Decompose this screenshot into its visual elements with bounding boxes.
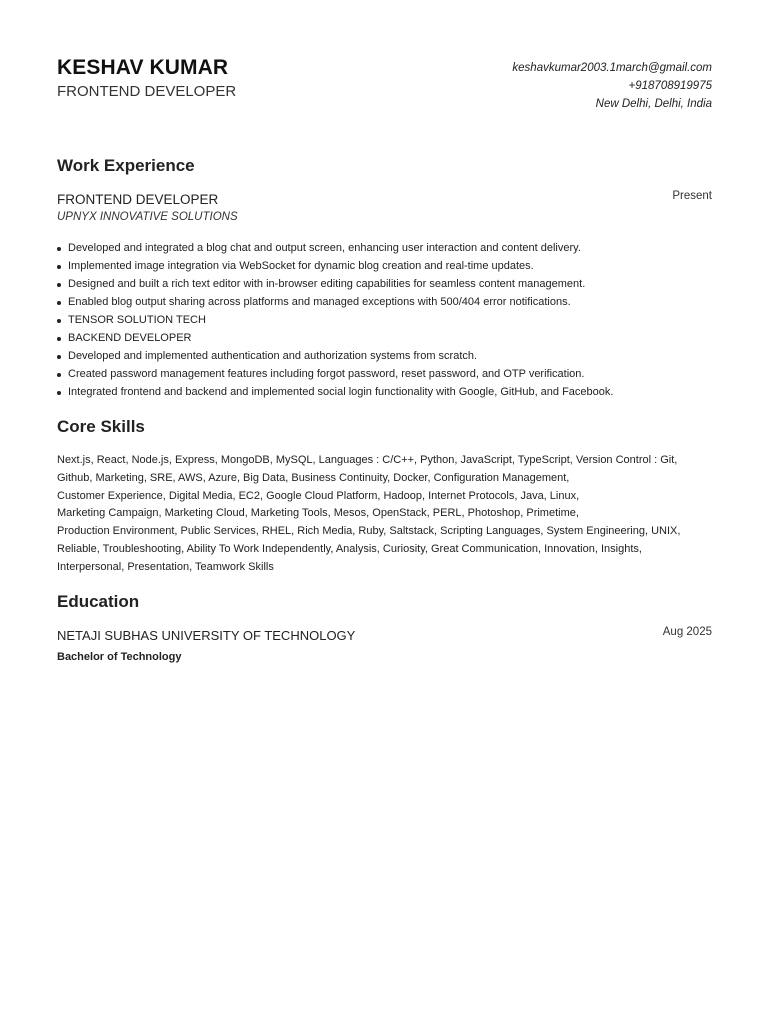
bullet-icon [57, 391, 61, 395]
resume-header [57, 54, 712, 140]
education-date: Aug 2025 [662, 626, 712, 638]
work-experience-heading: Work Experience [57, 156, 195, 175]
education-heading: Education [57, 592, 140, 611]
bullet-icon [57, 355, 61, 359]
list-item [57, 329, 712, 347]
list-item [57, 257, 712, 275]
skills-line: Github, Marketing, SRE, AWS, Azure, Big Data, Business Continuity, Docker, Configuration Management, [57, 471, 570, 484]
list-item [57, 311, 712, 329]
bullet-text: Developed and integrated a blog chat and output screen, enhancing user interaction and content delivery. [68, 242, 581, 254]
list-item [57, 293, 712, 311]
skills-line: Customer Experience, Digital Media, EC2, Google Cloud Platform, Hadoop, Internet Protocols, Java, Linux, [57, 489, 580, 502]
bullet-text: Designed and built a rich text editor with in-browser editing capabilities for seamless content management. [68, 278, 586, 290]
list-item [57, 239, 712, 257]
school-name: NETAJI SUBHAS UNIVERSITY OF TECHNOLOGY [57, 628, 356, 643]
bullet-text: Implemented image integration via WebSocket for dynamic blog creation and real-time updates. [68, 260, 534, 272]
list-item [57, 383, 712, 401]
work-experience-section [57, 153, 712, 401]
list-item [57, 347, 712, 365]
candidate-role: FRONTEND DEVELOPER [57, 83, 237, 100]
skills-line: Next.js, React, Node.js, Express, MongoDB, MySQL, Languages : C/C++, Python, JavaScript, TypeScript, Version Control : Git, [57, 454, 678, 466]
contact-info [512, 59, 712, 113]
list-item [57, 275, 712, 293]
job-company: UPNYX INNOVATIVE SOLUTIONS [57, 211, 238, 223]
education-section [57, 589, 712, 663]
contact-phone: +918708919975 [628, 80, 712, 92]
job-bullet-list [57, 239, 712, 401]
bullet-text: Integrated frontend and backend and implemented social login functionality with Google, GitHub, and Facebook. [68, 386, 614, 398]
contact-email: keshavkumar2003.1march@gmail.com [512, 62, 712, 74]
education-header [57, 626, 712, 646]
skills-line: Interpersonal, Presentation, Teamwork Skills [57, 560, 274, 573]
degree: Bachelor of Technology [57, 651, 182, 663]
contact-location: New Delhi, Delhi, India [595, 98, 712, 110]
list-item [57, 365, 712, 383]
job-header [57, 189, 712, 209]
core-skills-heading: Core Skills [57, 417, 145, 436]
resume-page [57, 54, 712, 663]
skills-line: Production Environment, Public Services, RHEL, Rich Media, Ruby, Saltstack, Scripting Languages, System Engineering, UNIX, [57, 525, 681, 538]
bullet-text: Enabled blog output sharing across platforms and managed exceptions with 500/404 error notifications. [68, 296, 571, 308]
job-title: FRONTEND DEVELOPER [57, 192, 219, 207]
bullet-icon [57, 337, 61, 341]
job-date: Present [672, 190, 712, 202]
bullet-text: Created password management features including forgot password, reset password, and OTP verification. [68, 368, 585, 380]
core-skills-section [57, 414, 712, 577]
skills-text [57, 452, 712, 577]
bullet-icon [57, 373, 61, 377]
bullet-icon [57, 247, 61, 251]
bullet-icon [57, 319, 61, 323]
skills-line: Reliable, Troubleshooting, Ability To Work Independently, Analysis, Curiosity, Great Communication, Innovation, Insights, [57, 542, 642, 555]
bullet-icon [57, 301, 61, 305]
bullet-icon [57, 283, 61, 287]
candidate-name: KESHAV KUMAR [57, 56, 229, 79]
bullet-text: Developed and implemented authentication and authorization systems from scratch. [68, 350, 478, 362]
skills-line: Marketing Campaign, Marketing Cloud, Marketing Tools, Mesos, OpenStack, PERL, Photoshop, Primetime, [57, 507, 579, 520]
bullet-text: BACKEND DEVELOPER [68, 332, 192, 344]
bullet-icon [57, 265, 61, 269]
bullet-text: TENSOR SOLUTION TECH [68, 314, 206, 326]
